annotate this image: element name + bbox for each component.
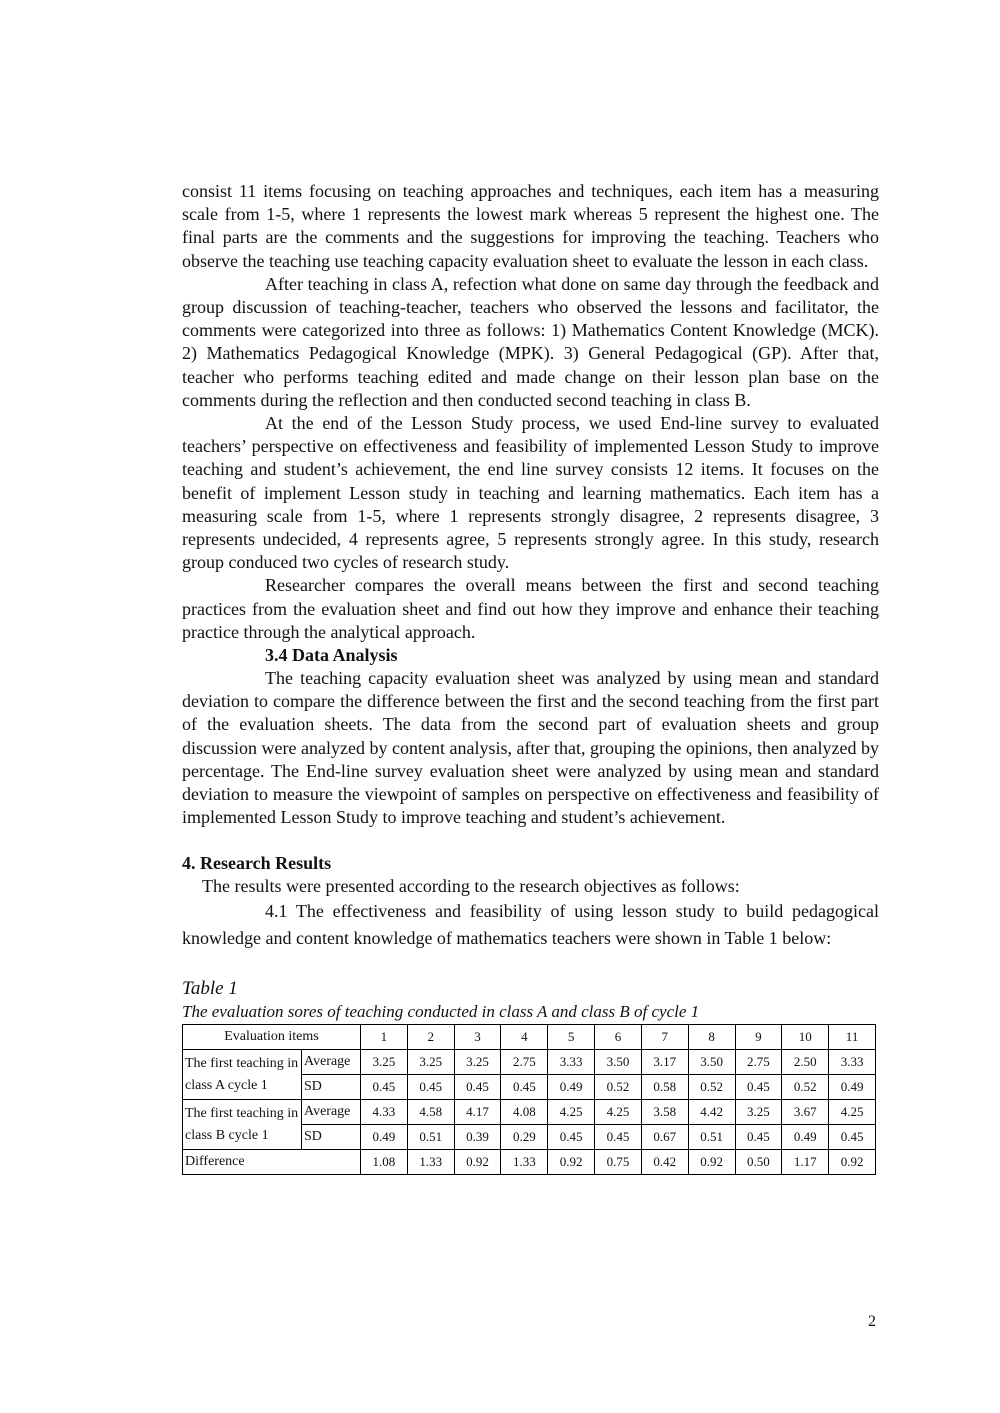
table-cell: 0.42 [641, 1150, 688, 1175]
table-cell: 1.33 [407, 1150, 454, 1175]
table-cell: 0.45 [501, 1075, 548, 1100]
table-cell: 4.25 [595, 1100, 642, 1125]
table-cell: 3.50 [595, 1050, 642, 1075]
header-col: 11 [829, 1025, 876, 1050]
table-cell: 0.45 [735, 1125, 782, 1150]
table-cell: 0.45 [735, 1075, 782, 1100]
row-label-sd: SD [302, 1075, 361, 1100]
table-cell: 0.52 [595, 1075, 642, 1100]
paragraph-data-analysis: The teaching capacity evaluation sheet was analyzed by using mean and standard deviation to compare the difference between the first and the second teaching from the first part of the evaluation sheets. The data from the second part of evaluation sheets and group discussion were analyzed by content analysis, after that, grouping the opinions, then analyzed by percentage. The End-line survey evaluation sheet were analyzed by using mean and standard deviation to measure the viewpoint of samples on perspective on effectiveness and feasibility of implemented Lesson Study to improve teaching and student’s achievement. [182, 668, 879, 828]
table-row-difference [183, 1150, 876, 1175]
paragraph-compare-means: Researcher compares the overall means between the first and second teaching practices from the evaluation sheet and find out how they improve and enhance their teaching practice through the analytical approach. [182, 575, 879, 642]
table-cell: 3.25 [407, 1050, 454, 1075]
table-cell: 0.45 [829, 1125, 876, 1150]
table-header-row [183, 1025, 876, 1050]
paragraph-results-intro: The results were presented according to the research objectives as follows: [202, 876, 740, 897]
header-col: 4 [501, 1025, 548, 1050]
table-cell: 3.33 [548, 1050, 595, 1075]
header-col: 9 [735, 1025, 782, 1050]
paragraph-endline-survey: At the end of the Lesson Study process, we used End-line survey to evaluated teachers’ perspective on effectiveness and feasibility of implemented Lesson Study to improve teaching and student’s achievement, the end line survey consists 12 items. It focuses on the benefit of implement Lesson study in teaching and learning mathematics. Each item has a measuring scale from 1-5, where 1 represents strongly disagree, 2 represents disagree, 3 represents undecided, 4 represents agree, 5 represents strongly agree. In this study, research group conduced two cycles of research study. [182, 413, 879, 573]
evaluation-table [182, 1024, 876, 1175]
header-evaluation-items: Evaluation items [183, 1025, 361, 1050]
header-col: 5 [548, 1025, 595, 1050]
table-cell: 0.92 [688, 1150, 735, 1175]
table-cell: 0.75 [595, 1150, 642, 1175]
header-col: 6 [595, 1025, 642, 1050]
table-cell: 4.33 [361, 1100, 408, 1125]
table-cell: 0.39 [454, 1125, 501, 1150]
table-cell: 3.58 [641, 1100, 688, 1125]
row-label-difference: Difference [183, 1150, 361, 1175]
table-cell: 3.67 [782, 1100, 829, 1125]
row-label-average: Average [302, 1050, 361, 1075]
table-cell: 0.92 [829, 1150, 876, 1175]
table-cell: 0.51 [688, 1125, 735, 1150]
table-cell: 1.33 [501, 1150, 548, 1175]
document-page [182, 180, 879, 1175]
table-cell: 0.49 [782, 1125, 829, 1150]
table-cell: 0.29 [501, 1125, 548, 1150]
table-cell: 0.49 [361, 1125, 408, 1150]
table-cell: 4.58 [407, 1100, 454, 1125]
row-label-average: Average [302, 1100, 361, 1125]
header-col: 10 [782, 1025, 829, 1050]
table-title: Table 1 [182, 978, 238, 1000]
table-cell: 3.25 [735, 1100, 782, 1125]
paragraph-intro: consist 11 items focusing on teaching approaches and techniques, each item has a measuring scale from 1-5, where 1 represents the lowest mark whereas 5 represent the highest one. The final parts are the comments and the suggestions for improving the teaching. Teachers who observe the teaching use teaching capacity evaluation sheet to evaluate the lesson in each class. [182, 181, 879, 271]
table-cell: 4.42 [688, 1100, 735, 1125]
table-cell: 0.45 [548, 1125, 595, 1150]
table-cell: 3.17 [641, 1050, 688, 1075]
row-label-sd: SD [302, 1125, 361, 1150]
table-cell: 0.52 [688, 1075, 735, 1100]
table-cell: 0.92 [548, 1150, 595, 1175]
table-cell: 0.45 [361, 1075, 408, 1100]
header-col: 7 [641, 1025, 688, 1050]
table-cell: 0.67 [641, 1125, 688, 1150]
table-cell: 0.58 [641, 1075, 688, 1100]
group-label-class-b: The first teaching in class B cycle 1 [183, 1100, 302, 1150]
table-row [183, 1050, 876, 1075]
table-cell: 0.45 [595, 1125, 642, 1150]
table-cell: 0.49 [829, 1075, 876, 1100]
table-cell: 4.08 [501, 1100, 548, 1125]
table-cell: 0.50 [735, 1150, 782, 1175]
table-cell: 4.25 [829, 1100, 876, 1125]
table-cell: 4.25 [548, 1100, 595, 1125]
table-cell: 3.25 [454, 1050, 501, 1075]
header-col: 8 [688, 1025, 735, 1050]
table-cell: 0.49 [548, 1075, 595, 1100]
header-col: 1 [361, 1025, 408, 1050]
header-col: 3 [454, 1025, 501, 1050]
paragraph-reflection: After teaching in class A, refection what done on same day through the feedback and group discussion of teaching-teacher, teachers who observed the lessons and facilitator, the comments were categorized into three as follows: 1) Mathematics Content Knowledge (MCK). 2) Mathematics Pedagogical Knowledge (MPK). 3) General Pedagogical (GP). After that, teacher who performs teaching edited and made change on their lesson plan base on the comments during the reflection and then conducted second teaching in class B. [182, 273, 879, 410]
table-cell: 1.17 [782, 1150, 829, 1175]
table-caption: The evaluation sores of teaching conducted in class A and class B of cycle 1 [182, 1002, 700, 1022]
table-cell: 0.45 [407, 1075, 454, 1100]
table-cell: 2.75 [735, 1050, 782, 1075]
table-row [183, 1100, 876, 1125]
header-col: 2 [407, 1025, 454, 1050]
table-cell: 0.51 [407, 1125, 454, 1150]
table-cell: 2.50 [782, 1050, 829, 1075]
table-cell: 0.45 [454, 1075, 501, 1100]
table-cell: 3.25 [361, 1050, 408, 1075]
table-cell: 1.08 [361, 1150, 408, 1175]
paragraph-4-1: 4.1 The effectiveness and feasibility of using lesson study to build pedagogical knowledge and content knowledge of mathematics teachers were shown in Table 1 below: [182, 901, 879, 949]
table-cell: 4.17 [454, 1100, 501, 1125]
table-cell: 0.52 [782, 1075, 829, 1100]
table-cell: 3.33 [829, 1050, 876, 1075]
table-cell: 2.75 [501, 1050, 548, 1075]
table-cell: 3.50 [688, 1050, 735, 1075]
table-cell: 0.92 [454, 1150, 501, 1175]
group-label-class-a: The first teaching in class A cycle 1 [183, 1050, 302, 1100]
heading-data-analysis: 3.4 Data Analysis [265, 645, 398, 666]
heading-research-results: 4. Research Results [182, 853, 332, 874]
page-number: 2 [868, 1313, 876, 1330]
